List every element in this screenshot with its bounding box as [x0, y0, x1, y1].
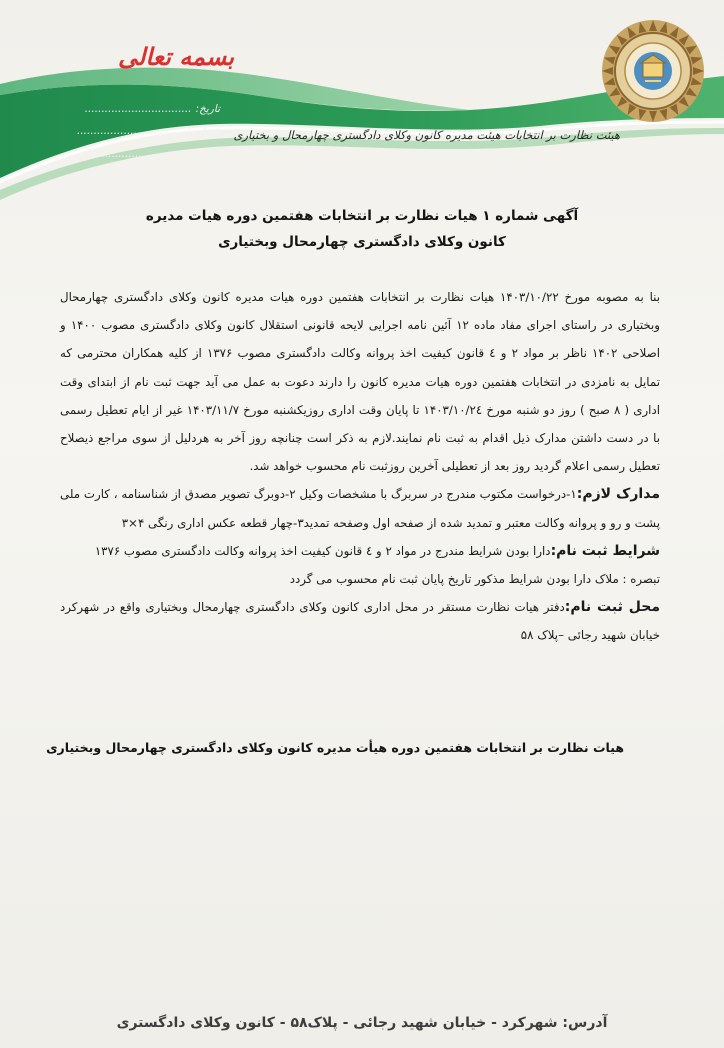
- note-text: تبصره : ملاک دارا بودن شرایط مذکور تاریخ پایان ثبت نام محسوب می گردد: [289, 572, 660, 587]
- date-field: [70, 103, 220, 115]
- registration-place-text: دفتر هیات نظارت مستقر در محل اداری کانون وکلای دادگستری چهارمحال وبختیاری واقع در شهرکرد خیابان شهید رجائی –پلاک ۵۸: [60, 600, 660, 643]
- registration-conditions-label: شرایط ثبت نام:: [550, 542, 660, 559]
- date-dots: ................................: [84, 103, 192, 115]
- number-field: [70, 125, 220, 137]
- required-documents: [60, 480, 660, 536]
- registration-place-label: محل ثبت نام:: [564, 599, 660, 616]
- required-documents-label: مدارک لازم:: [576, 486, 660, 503]
- attachment-dots: ................................: [75, 148, 182, 160]
- registration-place: [60, 593, 660, 649]
- registration-conditions: [60, 537, 660, 565]
- bar-association-seal-icon: [600, 18, 706, 124]
- org-caption: هیئت نظارت بر انتخابات هیئت مدیره کانون وکلای دادگستری چهارمحال و بختیاری: [233, 128, 620, 142]
- attachment-field: [70, 148, 220, 160]
- title-line-1: آگهی شماره ۱ هیات نظارت بر انتخابات هفتمین دوره هیات مدیره: [145, 208, 579, 224]
- footer-address: آدرس: شهرکرد - خیابان شهید رجائی - پلاک۵۸ - کانون وکلای دادگستری: [116, 1015, 608, 1031]
- number-label: شماره:: [187, 125, 220, 137]
- registration-conditions-text: دارا بودن شرایط مندرج در مواد ۲ و ٤ قانون کیفیت اخذ پروانه وکالت دادگستری مصوب ۱۳۷۶: [94, 543, 551, 558]
- announcement-body: [60, 283, 660, 650]
- body-paragraph: بنا به مصوبه مورخ ۱۴۰۳/۱۰/۲۲ هیات نظارت بر انتخابات هفتمین دوره هیات مدیره کانون وکلای دادگستری چهارمحال وبختیاری در راستای اجرای مفاد ماده ۱۲ آئین نامه اجرایی لایحه قانونی استقلال کانون وکلای دادگستری مصوب ۱۴۰۰ و اصلاحی ۱۴۰۲ ناظر بر مواد ۲ و ٤ قانون کیفیت اخذ پروانه وکالت دادگستری مصوب ۱۳۷۶ از کلیه همکاران محترمی که تمایل به نامزدی در انتخابات هفتمین دوره هیات مدیره کانون را دارند دعوت به عمل می آید جهت ثبت نام از ابتدای وقت اداری ( ۸ صبح ) روز دو شنبه مورخ ۱۴۰۳/۱۰/۲٤ تا پایان وقت اداری روزیکشنبه مورخ ۱۴۰۳/۱۱/۷ غیر از ایام تعطیل رسمی با در دست داشتن مدارک ذیل اقدام به ثبت نام نمایند.لازم به ذکر است چنانچه روز آخر به هردلیل از سوی مراجع ذیصلاح تعطیل رسمی اعلام گردید روز بعد از تعطیلی آخرین روزثبت نام محسوب خواهد شد.: [60, 290, 661, 474]
- required-documents-text: ۱-درخواست مکتوب مندرج در سربرگ با مشخصات وکیل ۲-دوبرگ تصویر مصدق از شناسنامه ، کارت ملی پشت و رو و پروانه وکالت معتبر و تمدید شده از صفحه اول وصفحه تمدید۳-چهار قطعه عکس اداری رنگی ۴×۳: [60, 487, 660, 530]
- number-dots: ................................: [77, 125, 184, 137]
- signature-line: هیات نظارت بر انتخابات هفتمین دوره هیأت مدیره کانون وکلای دادگستری چهارمحال وبختیاری: [46, 740, 624, 755]
- title-line-2: کانون وکلای دادگستری چهارمحال وبختیاری: [218, 234, 506, 250]
- announcement-title: [0, 203, 724, 255]
- date-label: تاریخ:: [195, 103, 220, 115]
- attachment-label: پیوست:: [185, 148, 220, 160]
- basmala-heading: بسمه تعالی: [118, 42, 235, 71]
